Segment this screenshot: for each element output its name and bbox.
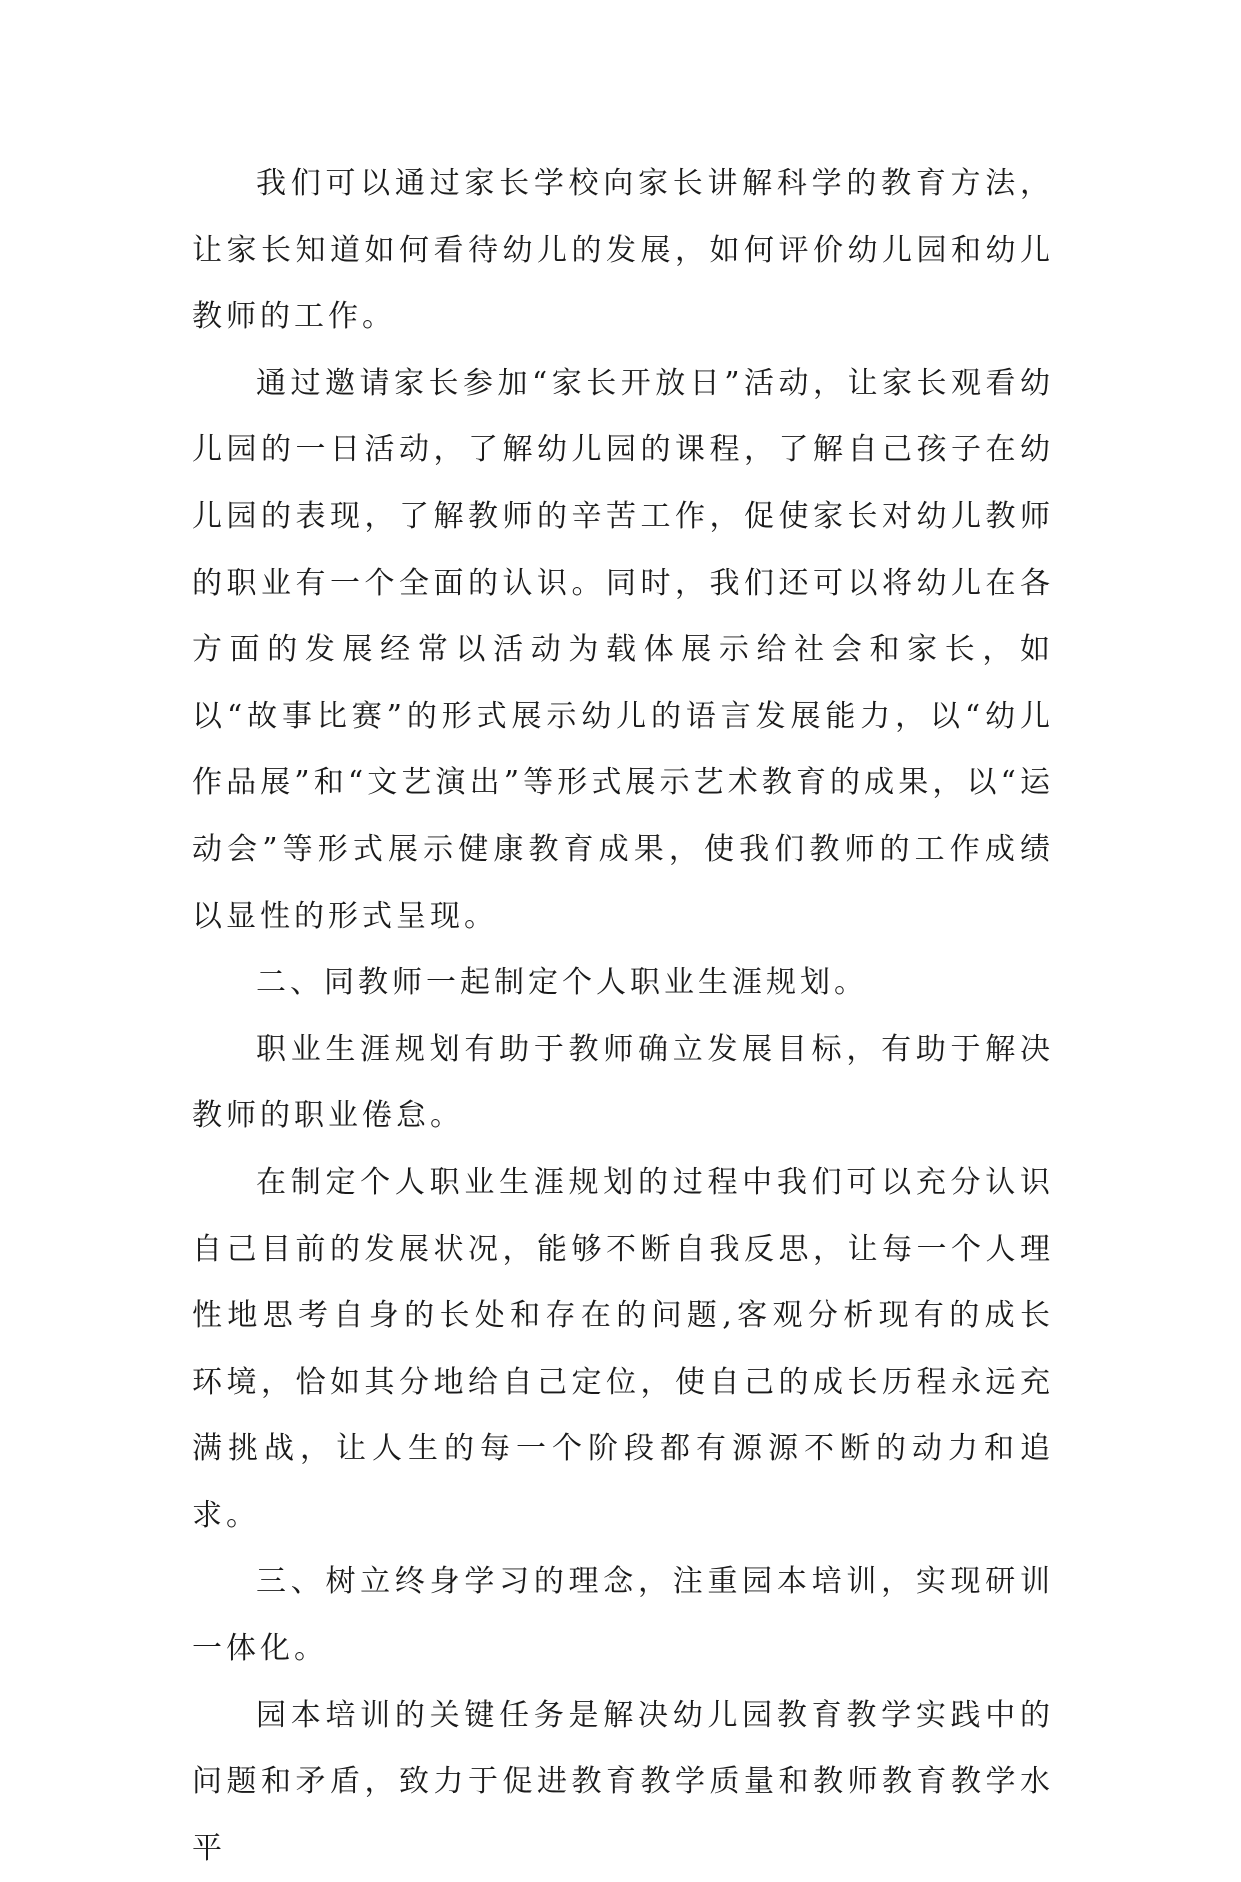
section-heading-lifelong-learning: 三、树立终身学习的理念，注重园本培训，实现研训一体化。: [192, 1564, 1054, 1667]
document-body: [192, 151, 1054, 1882]
paragraph-parent-education: 我们可以通过家长学校向家长讲解科学的教育方法，让家长知道如何看待幼儿的发展，如何评价幼儿园和幼儿教师的工作。: [192, 166, 1054, 335]
section-heading-career-planning: 二、同教师一起制定个人职业生涯规划。: [256, 965, 868, 1001]
paragraph-career-planning-process: 在制定个人职业生涯规划的过程中我们可以充分认识自己目前的发展状况，能够不断自我反思，让每一个人理性地思考自身的长处和存在的问题,客观分析现有的成长环境，恰如其分地给自己定位，使自己的成长历程永远充满挑战，让人生的每一个阶段都有源源不断的动力和追求。: [192, 1164, 1054, 1533]
paragraph-open-day-activities: 通过邀请家长参加“家长开放日”活动，让家长观看幼儿园的一日活动，了解幼儿园的课程，了解自己孩子在幼儿园的表现，了解教师的辛苦工作，促使家长对幼儿教师的职业有一个全面的认识。同时，我们还可以将幼儿在各方面的发展经常以活动为载体展示给社会和家长，如以“故事比赛”的形式展示幼儿的语言发展能力，以“幼儿作品展”和“文艺演出”等形式展示艺术教育的成果，以“运动会”等形式展示健康教育成果，使我们教师的工作成绩以显性的形式呈现。: [192, 365, 1054, 934]
paragraph-school-based-training: 园本培训的关键任务是解决幼儿园教育教学实践中的问题和矛盾，致力于促进教育教学质量和教师教育教学水平: [192, 1697, 1054, 1866]
paragraph-career-planning-benefits: 职业生涯规划有助于教师确立发展目标，有助于解决教师的职业倦怠。: [192, 1031, 1054, 1134]
